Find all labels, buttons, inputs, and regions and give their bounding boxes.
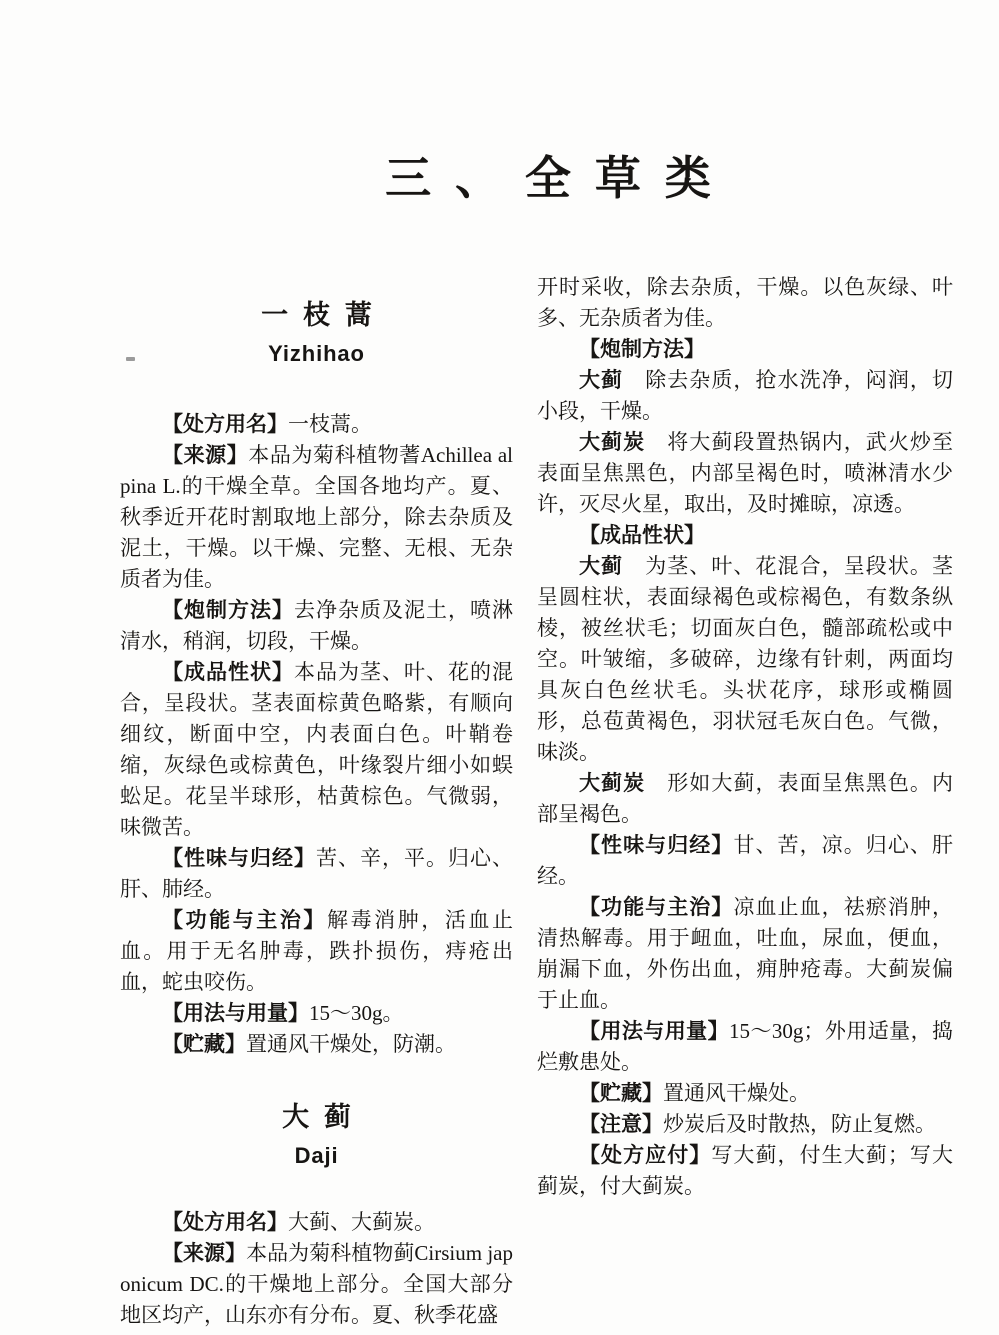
left-column: [120, 300, 513, 1331]
para-label: 大蓟炭: [579, 771, 668, 795]
entry-pinyin-daji: Daji: [294, 1143, 339, 1168]
para-label: 大蓟炭: [579, 430, 668, 454]
right-column: [537, 272, 953, 1202]
para-label: 【用法与用量】: [162, 1001, 309, 1025]
entry-title-yizhihao: 一枝蒿: [261, 300, 387, 330]
para-text: 置通风干燥处，防潮。: [246, 1032, 456, 1056]
para-label: 【来源】: [162, 1241, 247, 1265]
para-label: 【处方用名】: [162, 1210, 288, 1234]
entry-yizhihao-heading: [120, 300, 513, 369]
paragraph-processing-daji-charcoal: [537, 427, 953, 520]
para-label: 【处方用名】: [162, 412, 288, 436]
paragraph-functions-indications: [120, 905, 513, 998]
para-text: 凉血止血，祛瘀消肿，清热解毒。用于衄血，吐血，尿血，便血，崩漏下血，外伤出血，痈肿疮毒。大蓟炭偏于止血。: [537, 895, 953, 1012]
paragraph-processing-method: [120, 595, 513, 657]
paragraph-prescription-name: [120, 409, 513, 440]
para-text: 解毒消肿，活血止血。用于无名肿毒，跌扑损伤，痔疮出血，蛇虫咬伤。: [120, 908, 513, 994]
paragraph-prescription-name: [120, 1207, 513, 1238]
paragraph-characters-daji-charcoal: [537, 768, 953, 830]
para-label: 【功能与主治】: [579, 895, 734, 919]
para-text: 除去杂质，抢水洗净，闷润，切小段，干燥。: [537, 368, 953, 423]
paragraph-caution: [537, 1109, 953, 1140]
entry-pinyin-yizhihao: Yizhihao: [268, 341, 365, 366]
para-text: 大蓟、大蓟炭。: [288, 1210, 435, 1234]
paragraph-taste-meridian: [537, 830, 953, 892]
paragraph-dosage: [120, 998, 513, 1029]
para-text: 去净杂质及泥土，喷淋清水，稍润，切段，干燥。: [120, 598, 513, 653]
para-text: 一枝蒿。: [288, 412, 372, 436]
paragraph-dosage: [537, 1016, 953, 1078]
para-label: 【成品性状】: [579, 523, 705, 547]
paragraph-prescription-dispensing: [537, 1140, 953, 1202]
para-text: 15～30g；外用适量，捣烂敷患处。: [537, 1019, 954, 1074]
para-text: 将大蓟段置热锅内，武火炒至表面呈焦黑色，内部呈褐色时，喷淋清水少许，灭尽火星，取出，及时摊晾，凉透。: [537, 430, 953, 516]
para-label: 【成品性状】: [162, 660, 294, 684]
para-text: 本品为菊科植物蓟Cirsium japonicum DC.的干燥地上部分。全国大部分地区均产，山东亦有分布。夏、秋季花盛: [120, 1241, 513, 1327]
section-title: 三、全草类: [385, 153, 735, 204]
para-text: 写大蓟，付生大蓟；写大蓟炭，付大蓟炭。: [537, 1143, 953, 1198]
para-text: 苦、辛，平。归心、肝、肺经。: [120, 846, 513, 901]
paragraph-source: [120, 440, 513, 595]
para-label: 【炮制方法】: [162, 598, 294, 622]
para-label: 【贮藏】: [579, 1081, 663, 1105]
para-text: 甘、苦，凉。归心、肝经。: [537, 833, 953, 888]
para-text: 置通风干燥处。: [663, 1081, 810, 1105]
para-label: 【贮藏】: [162, 1032, 246, 1056]
paragraph-taste-meridian: [120, 843, 513, 905]
paragraph-storage: [120, 1029, 513, 1060]
paragraph-storage: [537, 1078, 953, 1109]
para-label: 【功能与主治】: [162, 908, 327, 932]
para-text: 开时采收，除去杂质，干燥。以色灰绿、叶多、无杂质者为佳。: [537, 275, 953, 330]
paragraph-processing-daji: [537, 365, 953, 427]
para-label: 【处方应付】: [579, 1143, 712, 1167]
para-label: 【来源】: [162, 443, 249, 467]
para-text: 为茎、叶、花混合，呈段状。茎呈圆柱状，表面绿褐色或棕褐色，有数条纵棱，被丝状毛；切面灰白色，髓部疏松或中空。叶皱缩，多破碎，边缘有针刺，两面均具灰白色丝状毛。头状花序，球形或椭圆形，总苞黄褐色，羽状冠毛灰白色。气微，味淡。: [537, 554, 953, 764]
paragraph-product-characters-header: [537, 520, 953, 551]
paragraph-characters-daji: [537, 551, 953, 768]
para-text: 本品为茎、叶、花的混合，呈段状。茎表面棕黄色略紫，有顺向细纹，断面中空，内表面白色。叶鞘卷缩，灰绿色或棕黄色，叶缘裂片细小如蜈蚣足。花呈半球形，枯黄棕色。气微弱，味微苦。: [120, 660, 513, 839]
para-label: 【注意】: [579, 1112, 663, 1136]
para-label: 大蓟: [579, 368, 646, 392]
para-text: 形如大蓟，表面呈焦黑色。内部呈褐色。: [537, 771, 953, 826]
para-label: 大蓟: [579, 554, 646, 578]
paragraph-processing-method-header: [537, 334, 953, 365]
para-label: 【炮制方法】: [579, 337, 705, 361]
para-text: 15～30g。: [309, 1001, 404, 1025]
para-label: 【用法与用量】: [579, 1019, 730, 1043]
para-label: 【性味与归经】: [579, 833, 734, 857]
para-text: 炒炭后及时散热，防止复燃。: [663, 1112, 936, 1136]
para-label: 【性味与归经】: [162, 846, 316, 870]
paragraph-source: [120, 1238, 513, 1331]
para-text: 本品为菊科植物蓍Achillea alpina L.的干燥全草。全国各地均产。夏、秋季近开花时割取地上部分，除去杂质及泥土，干燥。以干燥、完整、无根、无杂质者为佳。: [120, 443, 513, 591]
paragraph-functions-indications: [537, 892, 953, 1016]
paragraph-product-characters: [120, 657, 513, 843]
entry-title-daji: 大蓟: [282, 1102, 366, 1132]
entry-daji-heading: [120, 1102, 513, 1171]
paragraph-source-continued: [537, 272, 953, 334]
